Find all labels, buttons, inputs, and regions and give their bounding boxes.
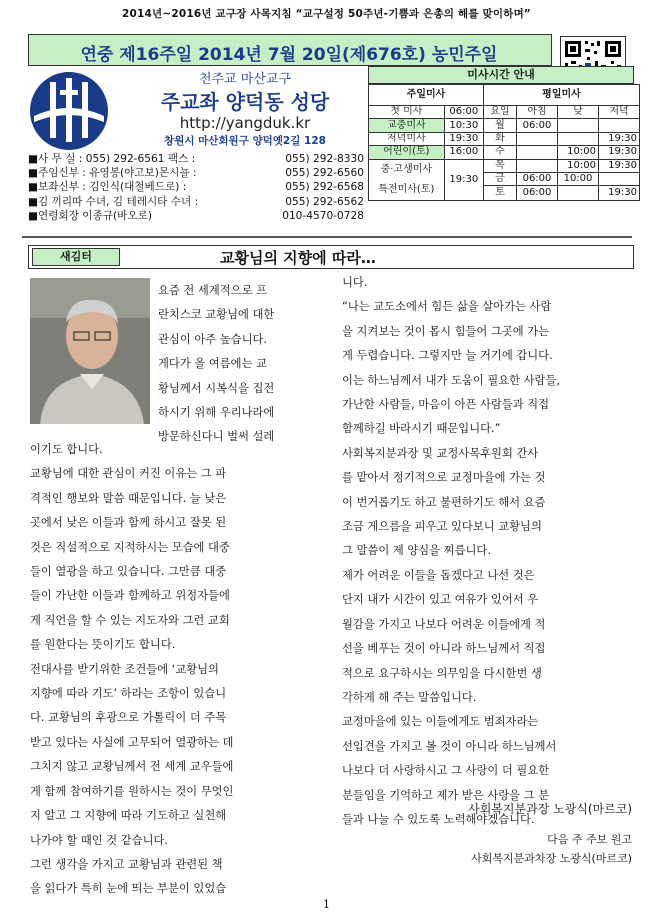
- text-line: 황님께서 시복식을 집전: [158, 381, 275, 395]
- text-line: 받고 있다는 사실에 고무되어 열광하는 데: [30, 735, 234, 749]
- text-line: 를 맡아서 정기적으로 교정마을에 가는 것: [342, 471, 546, 485]
- text-line: 적으로 요구하시는 의무임을 다시한번 생: [342, 666, 542, 680]
- text-line: 지 알고 그 지향에 따라 기도하고 실천해: [30, 809, 227, 823]
- weekday-cell: 10:00: [558, 146, 599, 159]
- mass-name: 어린이(토): [369, 146, 445, 159]
- text-line: 나보다 더 사랑하시고 그 사랑이 더 필요한: [342, 764, 550, 778]
- top-banner: 2014년~2016년 교구장 사목지침 “교구설정 50주년-기쁨과 은총의 해를 맞이하며”: [121, 8, 532, 20]
- text-line: 이기도 합니다.: [30, 443, 103, 456]
- section-tag: 새김터: [32, 248, 120, 266]
- contact-phone[interactable]: 055) 292-6560: [285, 167, 364, 180]
- text-line: 방문하신다니 벌써 설레: [158, 430, 275, 444]
- weekday-cell: 화: [484, 132, 517, 145]
- mass-time: 16:00: [444, 146, 483, 159]
- weekday-cell: 19:30: [599, 132, 640, 145]
- issue-title: 연중 제16주일 2014년 7월 20일(제676호) 농민주일: [80, 45, 498, 65]
- mass-time: 06:00: [444, 106, 483, 119]
- weekday-cell: [599, 119, 640, 132]
- text-line: 을 읽다가 특히 눈에 띄는 부분이 있었습: [30, 882, 227, 896]
- weekday-cell: [599, 172, 640, 185]
- weekday-cell: 금: [484, 172, 517, 185]
- contact-label: 사 무 실 : 055) 292-6561 팩스 :: [38, 153, 196, 165]
- bullet-icon: ■: [28, 181, 39, 194]
- weekday-cell: [558, 132, 599, 145]
- text-line: 사회복지분과장 및 교정사목후원회 간사: [342, 446, 539, 460]
- contact-row: [28, 166, 364, 180]
- parish-logo: [28, 70, 110, 152]
- text-line: 을 지켜보는 것이 몹시 힘들어 그곳에 가는: [342, 324, 550, 338]
- weekday-cell: 19:30: [599, 159, 640, 172]
- col-header: 요일: [484, 106, 517, 119]
- text-line: 것은 직설적으로 지적하시는 모습에 대중: [30, 540, 230, 554]
- text-line: 게 함께 참여하기를 원하시는 것이 무엇인: [30, 784, 234, 798]
- weekday-cell: [517, 132, 558, 145]
- text-line: 전대사를 받기위한 조건들에 ‘교황님의: [30, 662, 219, 676]
- contact-row: [28, 209, 364, 223]
- weekday-cell: 06:00: [517, 186, 558, 200]
- text-line: 선을 베푸는 것이 아니라 하느님께서 직접: [342, 642, 546, 656]
- header-bar: [28, 34, 552, 66]
- text-line: 교황님에 대한 관심이 커진 이유는 그 파: [30, 467, 227, 481]
- text-line: 지향에 따라 기도’ 하라는 조항이 있습니: [30, 687, 227, 701]
- text-line: 들과 나눌 수 있도록 노력해야겠습니다.: [342, 812, 535, 826]
- sunday-mass-header: 주일미사: [369, 85, 484, 106]
- bullet-icon: ■: [28, 153, 39, 165]
- mass-time: 19:30: [444, 159, 483, 200]
- mass-name: 첫 미사: [369, 106, 445, 119]
- text-line: 그치지 않고 교황님께서 전 세계 교우들에: [30, 760, 234, 774]
- weekday-cell: [558, 119, 599, 132]
- col-header: 낮: [558, 106, 599, 119]
- weekday-cell: 06:00: [517, 172, 558, 185]
- text-line: 관심이 아주 높습니다.: [158, 332, 267, 346]
- author-signature: 사회복지분과장 노광식(마르코): [468, 802, 632, 816]
- article-column-right: [342, 271, 632, 832]
- text-line: 월감을 가지고 나보다 어려운 이들에게 적: [342, 617, 546, 631]
- text-line: 가난한 사람들, 마음이 아픈 사람들과 직접: [342, 398, 550, 412]
- parish-url-link[interactable]: http://yangduk.kr: [179, 114, 311, 132]
- mass-schedule-table: [368, 84, 640, 201]
- diocese-name: 천주교 마산교구: [198, 72, 292, 87]
- text-line: 다. 교황님의 후광으로 가톨릭이 더 주목: [30, 711, 227, 725]
- article-column-left-top: [158, 279, 332, 450]
- text-line: 분들임을 기억하고 제가 받은 사랑을 그 분: [342, 788, 550, 802]
- text-line: 그 말씀이 제 양심을 찌릅니다.: [342, 544, 491, 558]
- article-column-left: [30, 438, 330, 902]
- weekday-cell: [558, 186, 599, 200]
- weekday-cell: 10:00: [558, 172, 599, 185]
- text-line: 이 번거롭기도 하고 불편하기도 해서 요즘: [342, 495, 546, 509]
- mass-time: 10:30: [444, 119, 483, 132]
- text-line: 선입견을 가지고 볼 것이 아니라 하느님께서: [342, 739, 557, 753]
- text-line: 곳에서 낮은 이들과 함께 하시고 잘못 된: [30, 516, 227, 530]
- mass-time: 19:30: [444, 132, 483, 145]
- contact-list: [28, 152, 364, 223]
- weekday-cell: [517, 146, 558, 159]
- weekday-cell: [517, 159, 558, 172]
- col-header: 저녁: [599, 106, 640, 119]
- weekday-cell: 목: [484, 159, 517, 172]
- bullet-icon: ■: [28, 195, 39, 208]
- section-divider: [22, 236, 632, 238]
- bullet-icon: ■: [28, 209, 39, 222]
- weekday-cell: 토: [484, 186, 517, 200]
- mass-name: 교중미사: [369, 119, 445, 132]
- weekday-cell: 10:00: [558, 159, 599, 172]
- contact-phone[interactable]: 055) 292-8330: [285, 153, 364, 165]
- weekday-cell: 19:30: [599, 146, 640, 159]
- text-line: 게다가 올 여름에는 교: [158, 357, 267, 371]
- contact-label: 김 끼리따 수녀, 김 테레시타 수녀 :: [38, 195, 199, 208]
- weekday-cell: 월: [484, 119, 517, 132]
- text-line: 들이 가난한 이들과 함께하고 위정자들에: [30, 589, 230, 603]
- text-line: 함께하길 바라시기 때문입니다.”: [342, 422, 501, 436]
- text-line: 들이 열광을 하고 있습니다. 그만큼 대중: [30, 565, 227, 579]
- mass-name: 중·고생미사 특전미사(토): [369, 159, 445, 200]
- text-line: 란치스코 교황님에 대한: [158, 308, 275, 322]
- parish-name: 주교좌 양덕동 성당: [160, 90, 330, 114]
- weekday-mass-header: 평일미사: [484, 85, 640, 106]
- article-title: 교황님의 지향에 따라…: [220, 249, 376, 267]
- text-line: “나는 교도소에서 힘든 삶을 살아가는 사람: [342, 300, 552, 314]
- next-week-author: 사회복지분과차장 노광식(마르코): [471, 852, 632, 865]
- weekday-cell: 06:00: [517, 119, 558, 132]
- text-line: 조금 게으름을 피우고 있다보니 교황님의: [342, 520, 542, 534]
- contact-row: [28, 180, 364, 194]
- text-line: 를 원한다는 뜻이기도 합니다.: [30, 638, 176, 652]
- contact-phone[interactable]: 055) 292-6568: [285, 181, 364, 194]
- weekday-cell: 19:30: [599, 186, 640, 200]
- text-line: 단지 내가 시간이 있고 여유가 있어서 우: [342, 593, 539, 607]
- text-line: 격적인 행보와 말씀 때문입니다. 늘 낮은: [30, 491, 227, 505]
- next-week-note: 다음 주 주보 원고: [547, 833, 632, 846]
- text-line: 각하게 해 주는 말씀입니다.: [342, 690, 477, 704]
- parish-address: 창원시 마산회원구 양덕옛2길 128: [164, 135, 326, 147]
- text-line: 제가 어려운 이들을 돕겠다고 나선 것은: [342, 568, 535, 582]
- contact-phone[interactable]: 010-4570-0728: [282, 209, 364, 222]
- weekday-cell: 수: [484, 146, 517, 159]
- text-line: 교정마을에 있는 이들에게도 범죄자라는: [342, 715, 539, 729]
- contact-label: 주임신부 : 유영봉(야고보)몬시뇰 :: [38, 167, 197, 180]
- text-line: 이는 하느님께서 내가 도움이 필요한 사람들,: [342, 373, 560, 387]
- contact-row: [28, 195, 364, 209]
- text-line: 요즘 전 세계적으로 프: [158, 284, 267, 297]
- text-line: 그런 생각을 가지고 교황님과 관련된 책: [30, 857, 223, 871]
- mass-name: 저녁미사: [369, 132, 445, 145]
- contact-row: [28, 152, 364, 166]
- page-number: 1: [323, 898, 330, 911]
- text-line: 하시기 위해 우리나라에: [158, 406, 275, 420]
- col-header: 아침: [517, 106, 558, 119]
- text-line: 게 직언을 할 수 있는 지도자와 그런 교회: [30, 613, 230, 627]
- mass-schedule-title: 미사시간 안내: [368, 66, 634, 84]
- text-line: 나가야 할 때인 것 같습니다.: [30, 833, 168, 847]
- contact-label: 연령회장 이종규(바오로): [38, 209, 152, 222]
- contact-label: 보좌신부 : 김인식(대철베드로) :: [38, 181, 187, 194]
- bullet-icon: ■: [28, 167, 39, 180]
- contact-phone[interactable]: 055) 292-6562: [285, 195, 364, 208]
- author-photo: [30, 278, 150, 424]
- text-line: 니다.: [342, 276, 368, 289]
- text-line: 게 두렵습니다. 그렇지만 늘 거기에 갑니다.: [342, 349, 553, 363]
